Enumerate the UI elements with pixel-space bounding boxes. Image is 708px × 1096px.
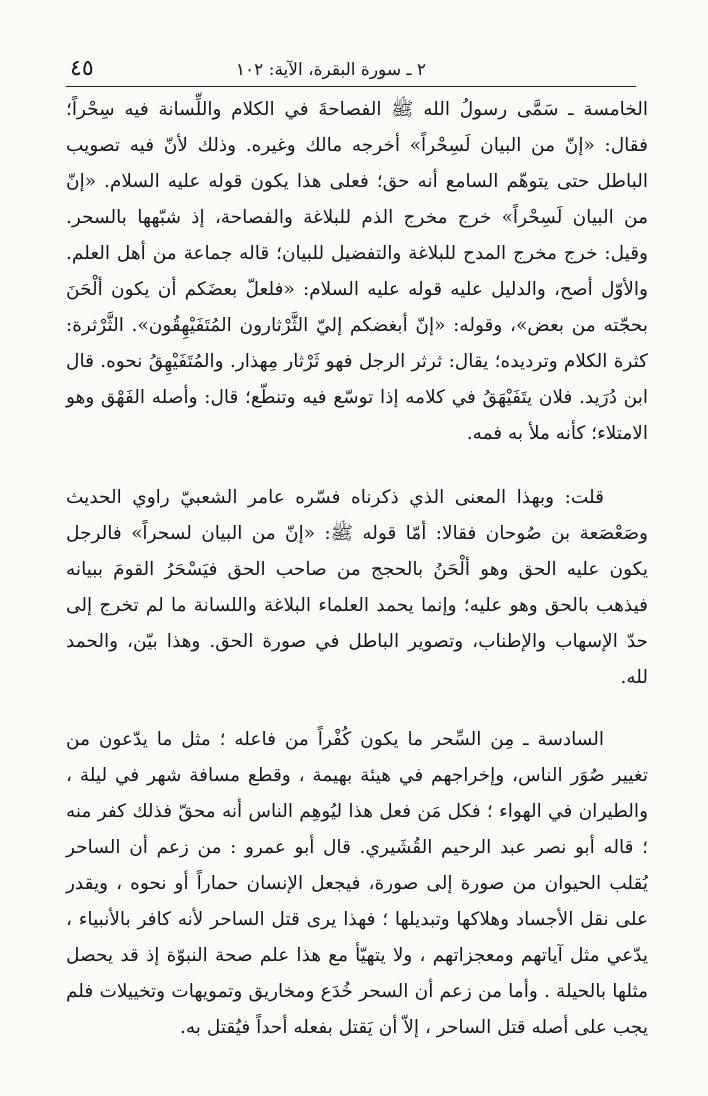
- paragraph-fifth-issue: الخامسة ـ سَمَّى رسولُ الله ﷺ الفصاحةَ في الكلام واللِّسانة فيه سِحْراً؛ فقال: «إنّ من البيان لَسِحْراً» أخرجه مالك وغيره. وذلك لأنّ فيه تصويب الباطل حتى يتوهّم السامع أنه حق؛ فعلى هذا يكون قوله عليه السلام. «إنّ من البيان لَسِحْراً» خرج مخرج الذم للبلاغة والفصاحة، إذ شبّهها بالسحر. وقيل: خرج مخرج المدح للبلاغة والتفضيل للبيان؛ قاله جماعة من أهل العلم. والأوّل أصح، والدليل عليه قوله عليه السلام: «فلعلّ بعضَكم أن يكون ألْحَنَ بحجّته من بعض»، وقوله: «إنّ أبغضكم إليّ الثَّرْثارون المُتَفَيْهِقُون». الثَّرْثرة: كثرة الكلام وترديده؛ يقال: ثرثر الرجل فهو ثَرْثار مِهذار. والمُتَفَيْهِقُ نحوه. قال ابن دُرَيد. فلان يتَفَيْهَقُ في كلامه إذا توسّع فيه وتنطّع؛ قال: وأصله الفَهْق وهو الامتلاء؛ كأنه ملأ به فمه.: [66, 99, 648, 444]
- page-number: ٤٥: [70, 56, 94, 81]
- page-body: [66, 92, 648, 1046]
- page-header: [66, 52, 636, 87]
- running-title: ٢ ـ سورة البقرة، الآية: ١٠٢: [235, 60, 426, 80]
- paragraph-sixth-issue: السادسة ـ مِن السِّحر ما يكون كُفْراً من فاعله ؛ مثل ما يدّعون من تغيير صُوَر الناس، وإخراجهم في هيئة بهيمة ، وقطع مسافة شهر في ليلة ، والطيران في الهواء ؛ فكل مَن فعل هذا ليُوهِم الناس أنه محقّ فذلك كفر منه ؛ قاله أبو نصر عبد الرحيم القُشَيري. قال أبو عمرو : من زعم أن الساحر يُقلب الحيوان من صورة إلى صورة، فيجعل الإنسان حماراً أو نحوه ، ويقدر على نقل الأجساد وهلاكها وتبديلها ؛ فهذا يرى قتل الساحر لأنه كافر بالأنبياء ، يدّعي مثل آياتهم ومعجزاتهم ، ولا يتهيّأ مع هذا علم صحة النبوّة إذ قد يحصل مثلها بالحيلة . وأما من زعم أن السحر خُدَع ومخاريق وتمويهات وتخييلات فلم يجب على أصله قتل الساحر ، إلاّ أن يَقتل بفعله أحداً فيُقتل به.: [66, 729, 648, 1038]
- paragraph-author-note: قلت: وبهذا المعنى الذي ذكرناه فسّره عامر الشعبيّ راوي الحديث وصَعْصَعة بن صُوحان فقالا: أمّا قوله ﷺ: «إنّ من البيان لسحراً» فالرجل يكون عليه الحق وهو ألْحَنُ بالحجج من صاحب الحق فيَسْحَرُ القومَ ببيانه فيذهب بالحق وهو عليه؛ وإنما يحمد العلماء البلاغة واللسانة ما لم تخرج إلى حدّ الإسهاب والإطناب، وتصوير الباطل في صورة الحق. وهذا بيّن، والحمد لله.: [66, 487, 648, 688]
